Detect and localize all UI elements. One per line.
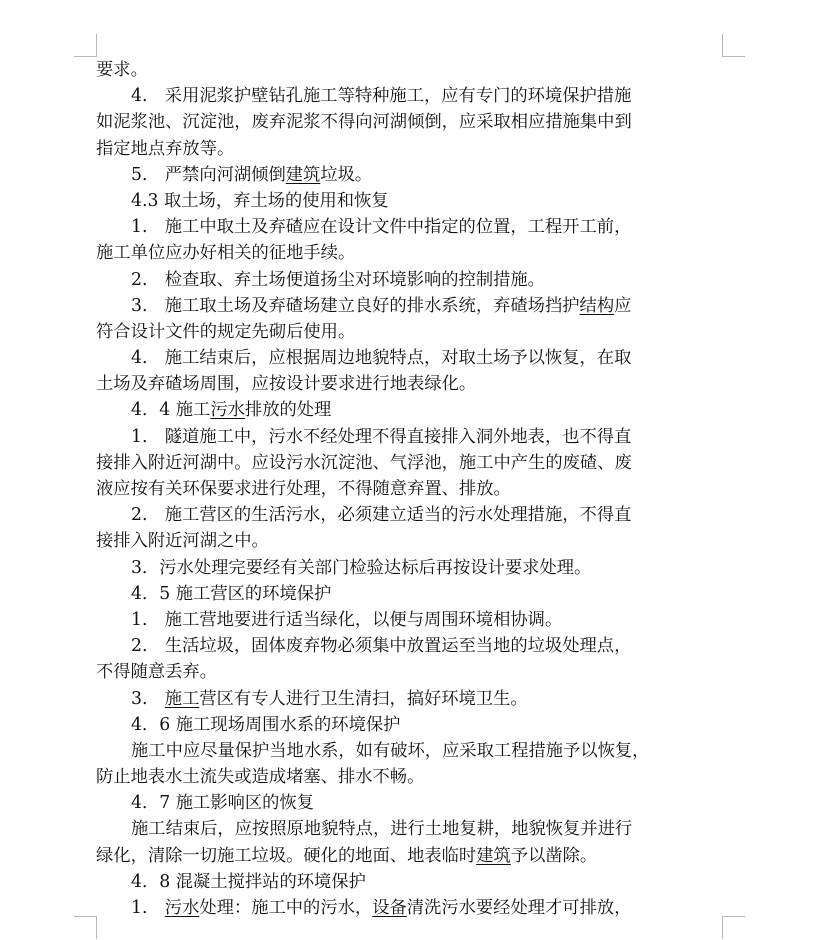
text-line: 施工中应尽量保护当地水系，如有破坏，应采取工程措施予以恢复， <box>131 740 650 761</box>
text-line: 接排入附近河湖中。应设污水沉淀池、气浮池，施工中产生的废碴、废 <box>96 452 632 473</box>
hyperlink-term[interactable]: 设备 <box>372 898 407 918</box>
text-line: 5. 严禁向河湖倾倒建筑垃圾。 <box>131 164 373 185</box>
section-heading: 4．7 施工影响区的恢复 <box>131 793 315 814</box>
text-line: 3. 施工营区有专人进行卫生清扫，搞好环境卫生。 <box>131 688 528 709</box>
page-corner-mark-top-right <box>722 34 745 57</box>
text-line: 1. 施工中取土及弃碴应在设计文件中指定的位置，工程开工前， <box>131 217 632 238</box>
text-line: 液应按有关环保要求进行处理，不得随意弃置、排放。 <box>96 479 511 499</box>
text-line: 2. 施工营区的生活污水，必须建立适当的污水处理措施，不得直 <box>131 505 632 526</box>
text-line: 绿化，清除一切施工垃圾。硬化的地面、地表临时建筑予以凿除。 <box>96 845 598 866</box>
text-line: 1. 隧道施工中，污水不经处理不得直接排入洞外地表，也不得直 <box>131 426 632 447</box>
section-heading: 4．5 施工营区的环境保护 <box>131 583 332 604</box>
section-heading: 4.3 取土场，弃土场的使用和恢复 <box>131 190 389 211</box>
hyperlink-term[interactable]: 建筑 <box>285 164 321 185</box>
section-heading: 4．8 混凝土搅拌站的环境保护 <box>131 871 366 892</box>
hyperlink-term[interactable]: 建筑 <box>476 845 511 866</box>
hyperlink-term[interactable]: 污水 <box>210 400 245 421</box>
text-line: 防止地表水土流失或造成堵塞、排水不畅。 <box>96 767 425 788</box>
text-line: 如泥浆池、沉淀池，废弃泥浆不得向河湖倾倒，应采取相应措施集中到 <box>96 112 632 133</box>
text-line: 1. 施工营地要进行适当绿化，以便与周围环境相协调。 <box>131 609 563 630</box>
hyperlink-term[interactable]: 结构 <box>579 295 615 316</box>
text-line: 施工单位应办好相关的征地手续。 <box>96 243 356 264</box>
text-line: 2. 生活垃圾，固体废弃物必须集中放置运至当地的垃圾处理点， <box>131 636 632 657</box>
hyperlink-term[interactable]: 污水 <box>164 898 200 918</box>
text-line: 施工结束后，应按照原地貌特点，进行土地复耕，地貌恢复并进行 <box>131 819 633 840</box>
text-line: 接排入附近河湖之中。 <box>96 531 269 552</box>
text-line: 4. 施工结束后，应根据周边地貌特点，对取土场予以恢复，在取 <box>131 348 632 369</box>
text-line: 4. 采用泥浆护壁钻孔施工等特种施工，应有专门的环境保护措施 <box>131 86 632 107</box>
section-heading: 4．6 施工现场周围水系的环境保护 <box>131 714 401 735</box>
section-heading: 4．4 施工污水排放的处理 <box>131 400 332 421</box>
document-body <box>96 57 726 921</box>
text-line: 要求。 <box>96 60 148 80</box>
text-line: 指定地点弃放等。 <box>96 138 235 159</box>
text-line: 3．污水处理完要经有关部门检验达标后再按设计要求处理。 <box>131 557 592 578</box>
text-line: 3. 施工取土场及弃碴场建立良好的排水系统，弃碴场挡护结构应 <box>131 295 632 316</box>
page-corner-mark-top-left <box>74 34 97 57</box>
text-line: 2. 检查取、弃土场便道扬尘对环境影响的控制措施。 <box>131 269 545 290</box>
text-line: 1. 污水处理：施工中的污水，设备清洗污水要经处理才可排放， <box>131 898 632 918</box>
text-line: 符合设计文件的规定先砌后使用。 <box>96 321 356 342</box>
hyperlink-term[interactable]: 施工 <box>164 688 200 709</box>
text-line: 土场及弃碴场周围，应按设计要求进行地表绿化。 <box>96 374 477 395</box>
page-corner-mark-bottom-left <box>74 916 97 939</box>
text-line: 不得随意丢弃。 <box>96 662 217 683</box>
